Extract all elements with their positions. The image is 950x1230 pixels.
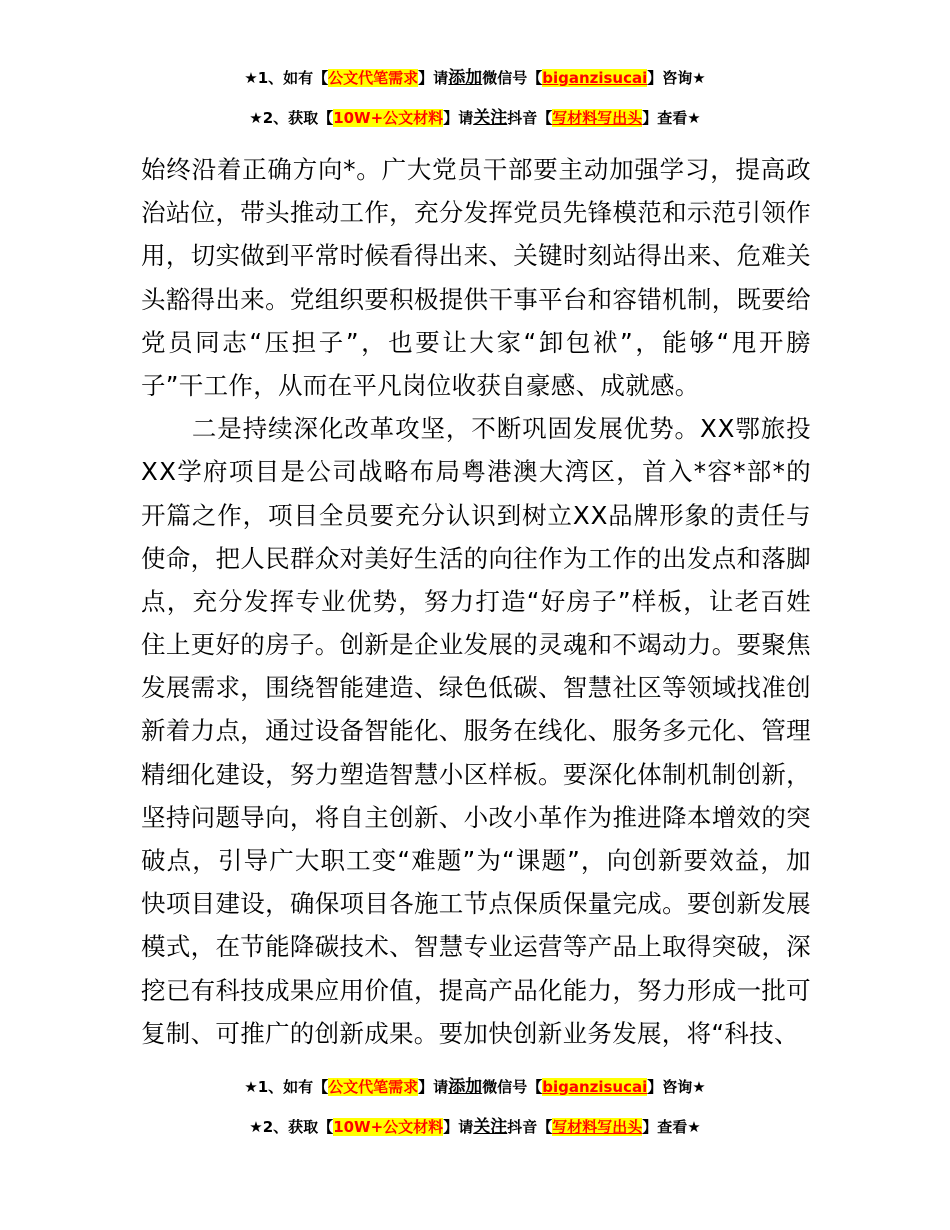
banner-suffix: 】咨询★ [647,69,706,87]
text-line: X X 学 府 项 目 是 公 司 战 略 布 局 粤 港 澳 大 湾 区 ， 首 入 * 容 * 部 * 的 [141,457,811,487]
paragraph [141,148,811,407]
text-line: 子”干工作，从而在平凡岗位收获自豪感、成就感。 [141,370,700,400]
banner-mid: 抖音【 [507,1118,553,1136]
text-line: 坚 持 问 题 导 向 ， 将 自 主 创 新 、 小 改 小 革 作 为 推 进 降 本 增 效 的 突 [141,802,811,832]
top-banner-line-1 [0,67,950,89]
text-line: 发 展 需 求 ， 围 绕 智 能 建 造 、 绿 色 低 碳 、 智 慧 社 区 等 领 域 找 准 创 [141,673,811,703]
banner-mid: 】请 [443,109,474,127]
text-line: 住 上 更 好 的 房 子 。 创 新 是 企 业 发 展 的 灵 魂 和 不 竭 动 力 。 要 聚 焦 [141,630,811,660]
text-line: 精 细 化 建 设 ， 努 力 塑 造 智 慧 小 区 样 板 。 要 深 化 体 制 机 制 创 新 ， [141,759,811,789]
text-line: 快 项 目 建 设 ， 确 保 项 目 各 施 工 节 点 保 质 保 量 完 成 。 要 创 新 发 展 [141,889,811,919]
top-banner-line-2 [0,107,950,129]
text-line: 用 ， 切 实 做 到 平 常 时 候 看 得 出 来 、 关 键 时 刻 站 得 出 来 、 危 难 关 [141,241,811,271]
text-line: 点 ， 充 分 发 挥 专 业 优 势 ， 努 力 打 造 “ 好 房 子 ” 样 板 ， 让 老 百 姓 [141,586,811,616]
text-line: 开 篇 之 作 ， 项 目 全 员 要 充 分 认 识 到 树 立 X X 品 牌 形 象 的 责 任 与 [141,500,811,530]
text-line: 挖 已 有 科 技 成 果 应 用 价 值 ， 提 高 产 品 化 能 力 ， 努 力 形 成 一 批 可 [141,975,811,1005]
banner-prefix: ★1、如有【 [244,1078,329,1096]
text-line: 使 命 ， 把 人 民 群 众 对 美 好 生 活 的 向 往 作 为 工 作 的 出 发 点 和 落 脚 [141,543,811,573]
text-line: 模 式 ， 在 节 能 降 碳 技 术 、 智 慧 专 业 运 营 等 产 品 上 取 得 突 破 ， 深 [141,932,811,962]
text-line: 党 员 同 志 “ 压 担 子 ” ， 也 要 让 大 家 “ 卸 包 袱 ” ， 能 够 “ 甩 开 膀 [141,327,811,357]
banner-prefix: ★2、获取【 [249,109,334,127]
banner-suffix: 】查看★ [642,109,701,127]
banner-mid: 抖音【 [507,109,553,127]
bottom-banner-line-2 [0,1116,950,1138]
banner-highlight-douyin: 写材料写出头 [552,1118,643,1136]
paragraph [141,407,811,1055]
banner-prefix: ★2、获取【 [249,1118,334,1136]
banner-underlined: 添加 [448,68,483,88]
banner-highlight-douyin: 写材料写出头 [552,109,643,127]
text-line: 破 点 ， 引 导 广 大 职 工 变 “ 难 题 ” 为 “ 课 题 ” ， 向 创 新 要 效 益 ， 加 [141,846,811,875]
banner-highlight: 10W+公文材料 [333,109,444,127]
banner-highlight: 公文代笔需求 [328,69,419,87]
text-line: 头 豁 得 出 来 。 党 组 织 要 积 极 提 供 干 事 平 台 和 容 错 机 制 ， 既 要 给 [141,284,811,314]
text-line: 新 着 力 点 ， 通 过 设 备 智 能 化 、 服 务 在 线 化 、 服 务 多 元 化 、 管 理 [141,716,811,746]
banner-underlined: 添加 [448,1077,483,1097]
banner-suffix: 】咨询★ [647,1078,706,1096]
banner-mid: 】请 [418,1078,449,1096]
bottom-banner-line-1 [0,1076,950,1098]
text-line: 复制、可推广的创新成果。要加快创新业务发展，将“科技、 [141,1018,799,1048]
document-body [141,148,811,1055]
text-line: 治 站 位 ， 带 头 推 动 工 作 ， 充 分 发 挥 党 员 先 锋 模 范 和 示 范 引 领 作 [141,198,811,228]
banner-highlight: 10W+公文材料 [333,1118,444,1136]
banner-underlined: 关注 [473,1117,508,1137]
banner-highlight-wechat: biganzisucai [542,69,648,87]
banner-highlight-wechat: biganzisucai [542,1078,648,1096]
text-line: 二 是 持 续 深 化 改 革 攻 坚 ， 不 断 巩 固 发 展 优 势 。 X X 鄂 旅 投 [191,414,811,444]
banner-prefix: ★1、如有【 [244,69,329,87]
banner-highlight: 公文代笔需求 [328,1078,419,1096]
banner-mid: 微信号【 [482,1078,543,1096]
banner-underlined: 关注 [473,108,508,128]
banner-mid: 】请 [443,1118,474,1136]
banner-mid: 】请 [418,69,449,87]
text-line: 始 终 沿 着 正 确 方 向 * 。 广 大 党 员 干 部 要 主 动 加 强 学 习 ， 提 高 政 [141,155,811,184]
banner-suffix: 】查看★ [642,1118,701,1136]
banner-mid: 微信号【 [482,69,543,87]
